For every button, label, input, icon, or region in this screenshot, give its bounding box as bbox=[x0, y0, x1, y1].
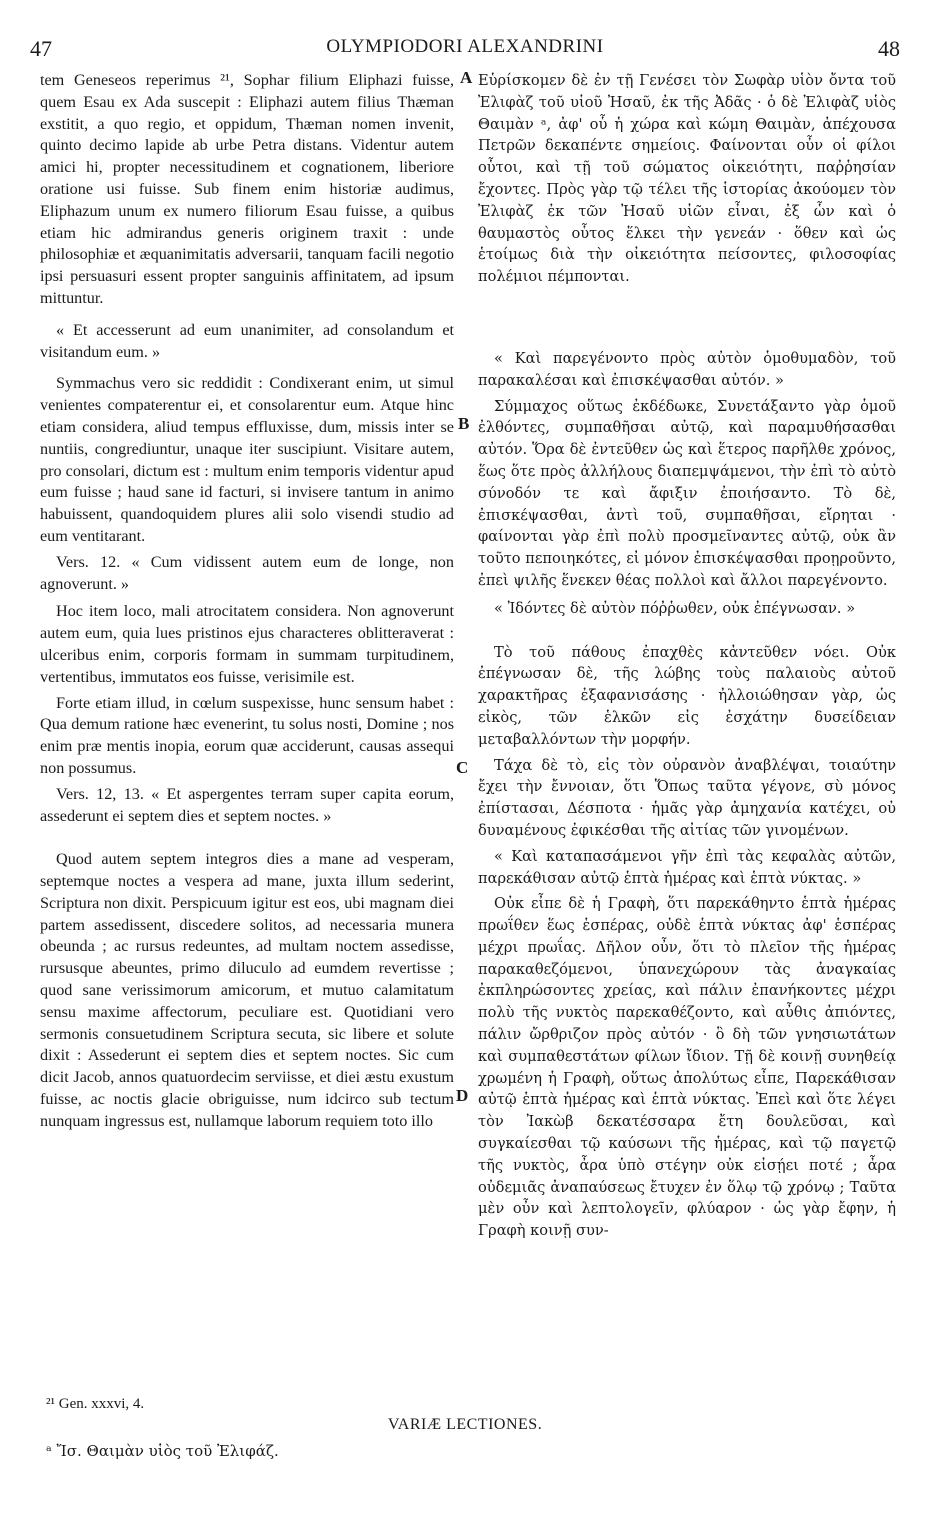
variae-lectiones-heading: VARIÆ LECTIONES. bbox=[387, 1416, 543, 1433]
greek-paragraph-3: Τὸ τοῦ πάθους ἐπαχθὲς κἀντεῦθεν νόει. Οὐκ ἐπέγνωσαν δὲ, τῆς λώβης τοὺς παλαιοὺς αὐτοῦ χαρακτῆρας ἐξαφανισάσης · ἠλλοιώθησαν γὰρ, ὡς εἰκὸς, τῶν ἑλκῶν εἰς ἐσχάτην δυσείδειαν μεταβαλλόντων τὴν μορφήν. bbox=[478, 643, 896, 748]
greek-paragraph-2: Σύμμαχος οὕτως ἐκδέδωκε, Συνετάξαντο γὰρ ὁμοῦ ἐλθόντες, συμπαθῆσαι αὐτῷ, καὶ παραμυθήσασθαι αὐτόν. Ὅρα δὲ ἐντεῦθεν ὡς καὶ ἕτερος παρῆλθε χρόνος, ἕως ὅτε πρὸς ἀλλήλους διαπεμψάμενοι, τὴν ἐπὶ τὸ αὐτὸ σύνοδόν τε καὶ ἄφιξιν ἐποιήσαντο. Τὸ δὲ, ἐπισκέψασθαι, ἀντὶ τοῦ, συμπαθῆσαι, εἴρηται · φαίνονται γὰρ ἐπὶ πολὺ προσμεῖναντες αὐτῷ, οὐκ ἂν τοῦτο πεποιηκότες, εἰ μόνον ἐπισκέψασθαι προῃροῦντο, ἐπεὶ ψιλῆς ἕνεκεν θέας πολλοὶ καὶ ἄλλοι παρεγένοντο. bbox=[478, 397, 896, 589]
margin-letter-b: B bbox=[458, 414, 470, 433]
page-number-left: 47 bbox=[30, 36, 52, 61]
latin-column bbox=[40, 70, 454, 1133]
greek-lemma-2: « Ἰδόντες δὲ αὐτὸν πόῤῥωθεν, οὐκ ἐπέγνωσαν. » bbox=[494, 599, 856, 617]
latin-paragraph-2: Symmachus vero sic reddidit : Condixerant enim, ut simul venientes compaterentur ei, et consolarentur eum. Atque hinc etiam considera, aliud tempus effluxisse, dum, missis inter se nuntiis, congrediuntur, unaque iter suscipiunt. Visitare autem, pro consolari, dictum est : multum enim temporis videntur apud eum fuisse ; haud sane id facturi, si invisere tantum in animo habuissent, quandoquidem plures alii solo visendi studio ad eum ventitarant. bbox=[40, 374, 454, 545]
latin-paragraph-5: Quod autem septem integros dies a mane ad vesperam, septemque noctes a vespera ad mane, juxta illum sederint, Scriptura non dixit. Perspicuum igitur est eos, ubi magnam diei partem assedissent, discedere solitos, ad necessaria munera obeunda ; ac rursus redeuntes, ad multam noctem assedisse, rursusque abeuntes, primo diluculo ad eumdem revertisse ; quod sane verissimorum amicorum, et mutuo calamitatum sensu maxime affectorum, peculiare est. Quotidiani vero sermonis consuetudinem Scriptura secuta, sic libere et solute dixit : Assederunt ei septem dies et septem noctes. Sic cum dicit Jacob, annos quatuordecim serviisse, et diei æstu exustum fuisse, ac noctis glacie obriguisse, num idcirco sub tectum nunquam ingressus est, nullamque laborum requiem toto illo bbox=[40, 850, 454, 1130]
margin-letter-d: D bbox=[456, 1086, 469, 1105]
latin-paragraph-3: Hoc item loco, mali atrocitatem considera. Non agnoverunt autem eum, quia lues pristinos ejus characteres oblitteraverat : ulceribus enim, corporis formam in summam turpitudinem, vertentibus, immutatos eos fuisse, verisimile est. bbox=[40, 602, 454, 686]
latin-verse-12-13: Vers. 12, 13. « Et aspergentes terram super capita eorum, assederunt ei septem dies et septem noctes. » bbox=[40, 784, 454, 825]
running-header bbox=[30, 36, 900, 66]
footnote: ²¹ Gen. xxxvi, 4. bbox=[46, 1396, 145, 1412]
greek-paragraph-1: Εὑρίσκομεν δὲ ἐν τῇ Γενέσει τὸν Σωφὰρ υἱὸν ὄντα τοῦ Ἐλιφὰζ τοῦ υἱοῦ Ἠσαῦ, ἐκ τῆς Ἀδᾶς · ὁ δὲ Ἐλιφὰζ υἱὸς Θαιμὰν ᵃ, ἀφ' οὗ ἡ χώρα καὶ κώμη Θαιμὰν, ἀπέχουσα Πετρῶν δεκαπέντε σημείοις. Φαίνονται οὖν οἱ φίλοι οὗτοι, καὶ τῇ τοῦ σώματος οἰκειότητι, παῤῥησίαν ἔχοντες. Πρὸς γὰρ τῷ τέλει τῆς ἱστορίας ἀκούομεν τὸν Ἐλιφὰζ ἐκ τῶν Ἠσαῦ υἱῶν εἶναι, ἐξ ὧν καὶ ὁ θαυμαστὸς οὗτος ἕλκει τὴν γενεάν · ὅθεν καὶ ὡς ἑτοίμως διὰ τὴν οἰκειότητα πείσοντες, φιλοσοφίας πολέμιοι πέμπονται. bbox=[478, 72, 896, 286]
latin-verse-12: Vers. 12. « Cum vidissent autem eum de longe, non agnoverunt. » bbox=[40, 552, 454, 593]
greek-column bbox=[478, 70, 896, 1242]
margin-letter-c: C bbox=[456, 758, 469, 777]
margin-letter-a: A bbox=[460, 68, 473, 87]
latin-lemma-1: « Et accesserunt ad eum unanimiter, ad consolandum et visitandum eum. » bbox=[40, 320, 454, 361]
greek-lemma-1: « Καὶ παρεγένοντο πρὸς αὐτὸν ὁμοθυμαδὸν, τοῦ παρακαλέσαι καὶ ἐπισκέψασθαι αὐτόν. » bbox=[478, 349, 896, 389]
running-title: OLYMPIODORI ALEXANDRINI bbox=[326, 36, 604, 57]
latin-paragraph-1: tem Geneseos reperimus ²¹, Sophar filium Eliphazi fuisse, quem Esau ex Ada suscepit : Eliphazi autem filius Thæman exstitit, a quo regio, et oppidum, Thæman nomen invenit, quinto decimo lapide ab urbe Petra distans. Videntur autem amici hi, propter necessitudinem et cognationem, liberiore oratione usi fuisse. Sub finem enim historiæ audimus, Eliphazum unum ex numero filiorum Esau fuisse, a quibus etiam hic admirandus generis originem traxit : unde philosophiæ et æquanimitatis adversarii, tanquam facili negotio ipsi persuasuri essent propter sanguinis affinitatem, ad ipsum mittuntur. bbox=[40, 71, 454, 307]
greek-paragraph-4: Τάχα δὲ τὸ, εἰς τὸν οὐρανὸν ἀναβλέψαι, τοιαύτην ἔχει τὴν ἔννοιαν, ὅτι Ὅπως ταῦτα γέγονε, σὺ μόνος ἐπίστασαι, Δέσποτα · ἡμᾶς γὰρ ἀμηχανία κατέχει, οὐ δυναμένους ἐφικέσθαι τῆς αἰτίας τῶν γινομένων. bbox=[478, 756, 896, 839]
greek-paragraph-5: Οὐκ εἶπε δὲ ἡ Γραφὴ, ὅτι παρεκάθηντο ἑπτὰ ἡμέρας πρωΐθεν ἕως ἑσπέρας, οὐδὲ ἑπτὰ νύκτας ἀφ' ἑσπέρας μέχρι πρωΐας. Δῆλον οὖν, ὅτι τὸ πλεῖον τῆς ἡμέρας παρακαθεζόμενοι, ὑπανεχώρουν τὰς ἀναγκαίας ἐκπληρώσοντες χρείας, καὶ πάλιν ἐπανήκοντες μέχρι πολὺ τῆς νυκτὸς παρεκαθέζοντο, καὶ αὖθις ἀπιόντες, πάλιν ὤρθριζον πρὸς αὐτόν · ὃ δὴ τῶν γνησιωτάτων καὶ συμπαθεστάτων φίλων ἴδιον. Τῇ δὲ κοινῇ συνηθείᾳ χρωμένη ἡ Γραφὴ, οὕτως ἀπολύτως εἶπε, Παρεκάθισαν αὐτῷ ἑπτὰ ἡμέρας καὶ ἑπτὰ νύκτας. Ἐπεὶ καὶ ὅτε λέγει τὸν Ἰακὼβ δεκατέσσαρα ἔτη δουλεῦσαι, καὶ συγκαίεσθαι τῷ καύσωνι τῆς ἡμέρας, καὶ τῷ παγετῷ τῆς νυκτὸς, ἆρα ὑπὸ στέγην οὐκ εἰσῄει ποτέ ; ἆρα οὐδεμιᾶς ἀναπαύσεως ἔτυχεν ἐν ὅλῳ τῷ χρόνῳ ; Ταῦτα μὲν οὖν καὶ λεπτολογεῖν, φλύαρον · ὡς γὰρ ἔφην, ἡ Γραφὴ κοινῇ συν- bbox=[478, 895, 896, 1240]
variant-reading: ᵃ Ἴσ. Θαιμὰν υἱὸς τοῦ Ἐλιφάζ. bbox=[46, 1442, 279, 1460]
page-number-right: 48 bbox=[878, 36, 900, 61]
latin-paragraph-4: Forte etiam illud, in cœlum suspexisse, hunc sensum habet : Qua demum ratione hæc evenerint, tu solus nosti, Domine ; nos enim præ mentis inopia, eorum quæ acciderunt, causas assequi non possumus. bbox=[40, 693, 454, 777]
greek-lemma-3: « Καὶ καταπασάμενοι γῆν ἐπὶ τὰς κεφαλὰς αὐτῶν, παρεκάθισαν αὐτῷ ἑπτὰ ἡμέρας καὶ ἑπτὰ νύκτας. » bbox=[478, 847, 896, 887]
